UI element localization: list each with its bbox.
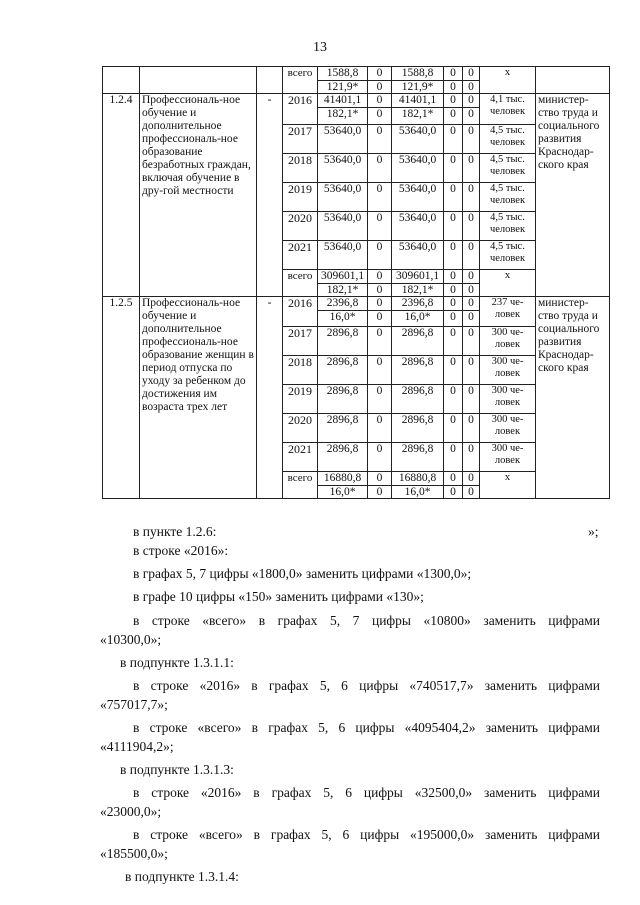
value-cell: 16,0* [392,486,444,499]
year-cell: 2019 [283,183,318,212]
value-cell: 0 [463,241,480,270]
value-cell: 2896,8 [392,327,444,356]
item-number: 1.2.4 [103,94,140,297]
value-cell: 0 [444,311,463,327]
year-cell: 2016 [283,94,318,125]
value-cell: 16880,8 [318,472,368,486]
value-cell: 0 [368,472,392,486]
total-label: всего [283,270,318,297]
value-cell: 2896,8 [392,443,444,472]
value-cell: 0 [368,385,392,414]
year-cell: 2017 [283,125,318,154]
value-cell: 2896,8 [318,414,368,443]
value-cell: 0 [463,94,480,108]
result-cell: х [480,67,536,94]
text-line: «23000,0»; [100,804,162,819]
value-cell: 2896,8 [392,385,444,414]
text-line: в графе 10 цифры «150» заменить цифрами «130»; [133,589,424,604]
value-cell: 0 [444,212,463,241]
text-line: в графах 5, 7 цифры «1800,0» заменить цифрами «1300,0»; [133,566,472,581]
value-cell: 41401,1 [392,94,444,108]
result-cell: 4,1 тыс. человек [480,94,536,125]
value-cell: 1588,8 [392,67,444,81]
result-cell: 300 че-ловек [480,385,536,414]
value-cell: 0 [444,327,463,356]
result-cell: х [480,472,536,499]
item-dash: - [257,94,283,297]
year-cell: 2021 [283,443,318,472]
value-cell: 0 [368,212,392,241]
value-cell: 0 [368,270,392,284]
value-cell: 2896,8 [318,356,368,385]
value-cell: 0 [444,385,463,414]
value-cell: 2896,8 [318,443,368,472]
value-cell: 16880,8 [392,472,444,486]
item-number: 1.2.5 [103,297,140,499]
value-cell: 0 [463,486,480,499]
year-cell: 2017 [283,327,318,356]
result-cell: 237 че-ловек [480,297,536,327]
value-cell: 53640,0 [318,212,368,241]
result-cell: 300 че-ловек [480,327,536,356]
result-cell: х [480,270,536,297]
value-cell: 0 [368,284,392,297]
value-cell: 53640,0 [392,241,444,270]
value-cell: 0 [444,125,463,154]
value-cell: 309601,1 [392,270,444,284]
year-cell: 2018 [283,356,318,385]
result-cell: 4,5 тыс. человек [480,212,536,241]
text-line: «185500,0»; [100,846,168,861]
result-cell: 300 че-ловек [480,443,536,472]
value-cell: 121,9* [392,81,444,94]
result-cell: 4,5 тыс. человек [480,125,536,154]
value-cell: 16,0* [392,311,444,327]
value-cell: 0 [444,443,463,472]
value-cell: 0 [463,125,480,154]
value-cell: 0 [463,297,480,311]
value-cell: 121,9* [318,81,368,94]
value-cell: 0 [444,108,463,125]
text-line: в подпункте 1.3.1.4: [125,869,239,884]
value-cell: 0 [368,241,392,270]
value-cell: 0 [463,443,480,472]
value-cell: 0 [463,385,480,414]
value-cell: 182,1* [392,284,444,297]
value-cell: 2896,8 [318,385,368,414]
total-label: всего [283,67,318,94]
value-cell: 0 [463,311,480,327]
text-line: в строке «всего» в графах 5, 6 цифры «195000,0» заменить цифрами [133,827,600,842]
text-line: в строке «2016» в графах 5, 6 цифры «32500,0» заменить цифрами [133,785,600,800]
value-cell: 0 [368,67,392,81]
value-cell: 0 [444,414,463,443]
value-cell: 0 [444,183,463,212]
total-label: всего [283,472,318,499]
text-line: «10300,0»; [100,632,162,647]
value-cell: 0 [368,443,392,472]
year-cell: 2019 [283,385,318,414]
value-cell: 0 [463,356,480,385]
value-cell: 53640,0 [392,154,444,183]
value-cell: 0 [444,270,463,284]
value-cell: 0 [463,212,480,241]
value-cell: 0 [463,183,480,212]
value-cell: 0 [463,81,480,94]
value-cell: 0 [463,108,480,125]
value-cell: 53640,0 [392,183,444,212]
text-line: в строке «2016»: [133,543,229,558]
value-cell: 2896,8 [318,327,368,356]
item-title: Профессиональ-ное обучение и дополнительное профессиональ-ное образование безработных граждан, включая обучение в дру-гой местности [140,94,257,297]
value-cell: 0 [368,154,392,183]
value-cell: 0 [463,414,480,443]
value-cell: 53640,0 [392,212,444,241]
text-line: в подпункте 1.3.1.3: [120,762,234,777]
value-cell: 0 [444,356,463,385]
closing-mark: »; [588,524,599,539]
value-cell: 53640,0 [318,154,368,183]
value-cell: 2896,8 [392,414,444,443]
value-cell: 0 [368,414,392,443]
value-cell: 0 [368,311,392,327]
value-cell: 309601,1 [318,270,368,284]
value-cell: 0 [444,241,463,270]
value-cell: 0 [444,284,463,297]
value-cell: 2396,8 [318,297,368,311]
value-cell: 0 [444,94,463,108]
value-cell: 0 [368,327,392,356]
result-cell: 4,5 тыс. человек [480,154,536,183]
text-line: в строке «всего» в графах 5, 6 цифры «4095404,2» заменить цифрами [133,720,600,735]
result-cell: 300 че-ловек [480,356,536,385]
value-cell: 0 [463,154,480,183]
value-cell: 53640,0 [392,125,444,154]
text-line: в строке «всего» в графах 5, 7 цифры «10800» заменить цифрами [133,613,600,628]
text-line: в пункте 1.2.6: [133,524,217,539]
value-cell: 0 [368,297,392,311]
value-cell: 2896,8 [392,356,444,385]
value-cell: 182,1* [392,108,444,125]
value-cell: 0 [444,297,463,311]
page-number: 13 [313,40,327,55]
value-cell: 0 [463,327,480,356]
value-cell: 0 [444,81,463,94]
value-cell: 41401,1 [318,94,368,108]
value-cell: 0 [444,472,463,486]
text-line: «4111904,2»; [100,739,174,754]
result-cell: 4,5 тыс. человек [480,241,536,270]
value-cell: 0 [368,94,392,108]
executor-cell: министер-ство труда и социального развития Краснодар-ского края [536,94,610,297]
item-dash: - [257,297,283,499]
value-cell: 0 [463,284,480,297]
value-cell: 0 [444,154,463,183]
text-line: в подпункте 1.3.1.1: [120,655,234,670]
value-cell: 16,0* [318,486,368,499]
value-cell: 0 [463,270,480,284]
year-cell: 2020 [283,414,318,443]
value-cell: 53640,0 [318,241,368,270]
value-cell: 0 [368,125,392,154]
value-cell: 0 [463,67,480,81]
text-line: в строке «2016» в графах 5, 6 цифры «740517,7» заменить цифрами [133,678,600,693]
value-cell: 1588,8 [318,67,368,81]
value-cell: 53640,0 [318,183,368,212]
value-cell: 0 [368,81,392,94]
year-cell: 2020 [283,212,318,241]
value-cell: 0 [368,183,392,212]
value-cell: 0 [368,486,392,499]
value-cell: 0 [444,486,463,499]
text-line: «757017,7»; [100,697,168,712]
executor-cell: министер-ство труда и социального развития Краснодар-ского края [536,297,610,499]
year-cell: 2021 [283,241,318,270]
result-cell: 4,5 тыс. человек [480,183,536,212]
value-cell: 0 [444,67,463,81]
value-cell: 182,1* [318,108,368,125]
value-cell: 0 [463,472,480,486]
value-cell: 0 [368,108,392,125]
result-cell: 300 че-ловек [480,414,536,443]
value-cell: 0 [368,356,392,385]
value-cell: 2396,8 [392,297,444,311]
value-cell: 182,1* [318,284,368,297]
year-cell: 2016 [283,297,318,327]
item-title: Профессиональ-ное обучение и дополнительное профессиональ-ное образование женщин в период отпуска по уходу за ребенком до достижения им возраста трех лет [140,297,257,499]
value-cell: 53640,0 [318,125,368,154]
year-cell: 2018 [283,154,318,183]
value-cell: 16,0* [318,311,368,327]
